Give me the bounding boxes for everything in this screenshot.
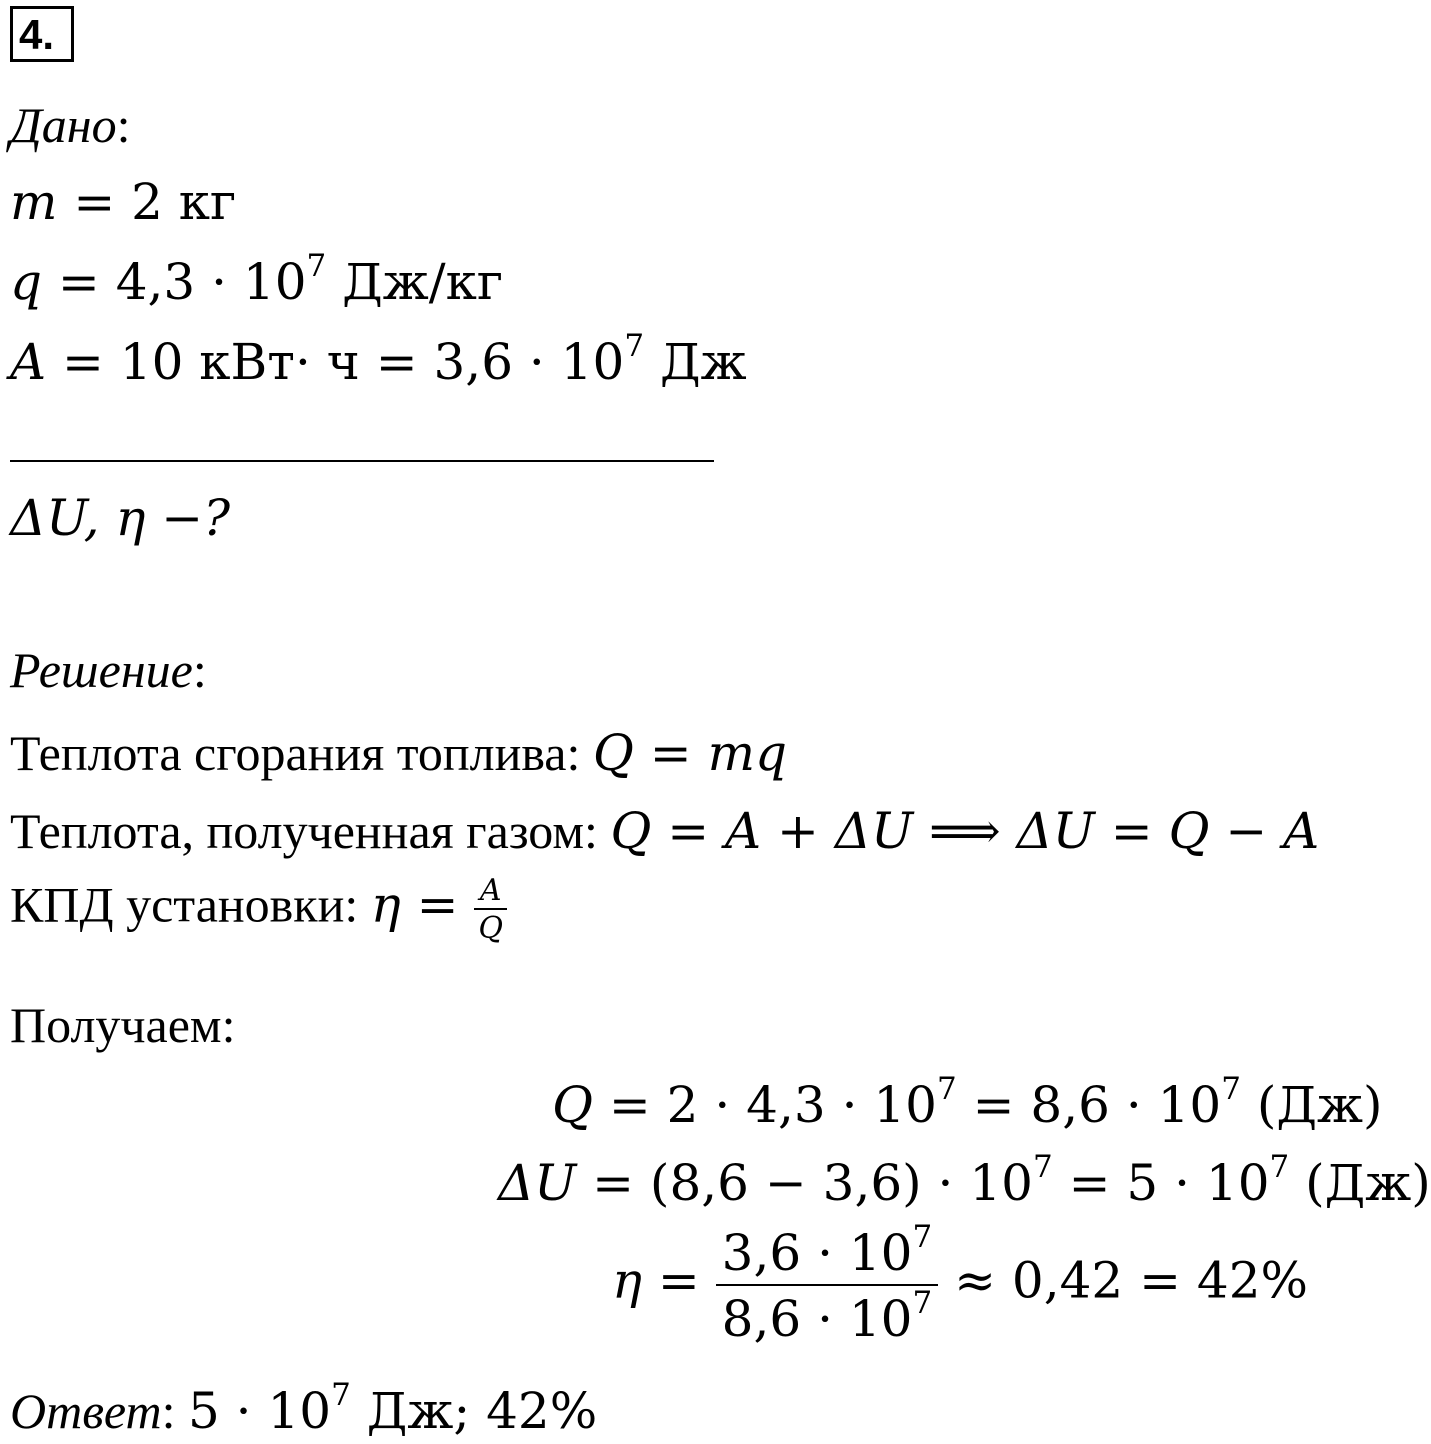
efficiency-value-fraction: $\frac{3,6 \cdot 10^7}{8,6 \cdot 10^7}$ (716, 1228, 939, 1344)
calc-efficiency: η = $\frac{3,6 \cdot 10^7}{8,6 \cdot 10^7}$ ≈ 0,42 = 42% (612, 1218, 1309, 1348)
given-mass: m = 2 кг (10, 173, 237, 231)
answer-line: Ответ: $5 \cdot 10^7$ Дж; 42% (10, 1376, 598, 1440)
given-work: A = 10 $кВт\cdot ч = 3,6 \cdot 10^7$ Дж (10, 327, 747, 391)
efficiency-fraction: $\frac{A}{Q}$ (474, 876, 507, 944)
given-specific-heat: $q = 4,3 \cdot 10^7$ Дж/кг (10, 247, 504, 311)
problem-number: 4. (10, 6, 74, 62)
given-heading: Дано (10, 97, 117, 153)
solution-heading-line: Решение: (10, 642, 207, 698)
solution-line-4: Получаем: (10, 997, 236, 1053)
given-heading-line: Дано: (10, 97, 131, 153)
given-divider (10, 460, 714, 462)
answer-heading: Ответ (10, 1383, 162, 1439)
calc-heat: $Q = 2 \cdot 4,3 \cdot 10^7 = 8,6 \cdot 10^7$ (Дж) (552, 1070, 1383, 1134)
solution-heading: Решение (10, 642, 193, 698)
calc-internal-energy: $\Delta U = (8,6 - 3,6) \cdot 10^7 = 5 \cdot 10^7$ (Дж) (498, 1148, 1431, 1212)
solution-line-3: КПД установки: η = $\frac{A}{Q}$ (10, 876, 507, 944)
solution-line-2: Теплота, полученная газом: Q = A + ΔU ⟹ ΔU = Q − A (10, 802, 1320, 860)
find-line: ΔU, η −? (10, 489, 230, 547)
solution-line-1: Теплота сгорания топлива: Q = mq (10, 724, 787, 782)
